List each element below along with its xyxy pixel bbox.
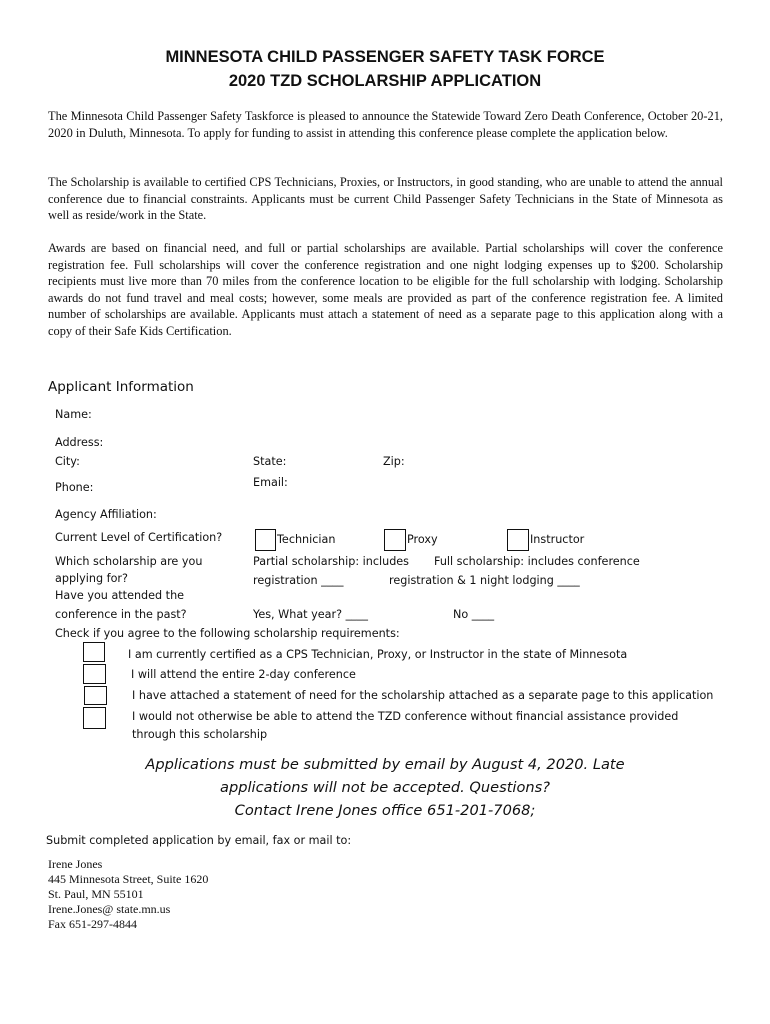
- requirement-financial-checkbox[interactable]: [83, 707, 106, 729]
- attended-no-option[interactable]: No ____: [453, 608, 495, 621]
- proxy-checkbox[interactable]: [384, 529, 406, 551]
- contact-name: Irene Jones: [48, 857, 103, 871]
- agree-label: Check if you agree to the following scholarship requirements:: [55, 627, 400, 640]
- proxy-option-label: Proxy: [407, 533, 438, 546]
- deadline-notice-line3: Contact Irene Jones office 651-201-7068;: [234, 802, 536, 819]
- certification-label: Current Level of Certification?: [55, 531, 223, 544]
- email-label: Email:: [253, 476, 288, 489]
- agency-label: Agency Affiliation:: [55, 508, 157, 521]
- deadline-notice-line1: Applications must be submitted by email by August 4, 2020. Late: [145, 756, 625, 773]
- instructor-checkbox[interactable]: [507, 529, 529, 551]
- submit-instructions: Submit completed application by email, fax or mail to:: [46, 834, 352, 847]
- zip-label: Zip:: [383, 455, 405, 468]
- full-scholarship-line1: Full scholarship: includes conference: [434, 555, 640, 568]
- contact-street: 445 Minnesota Street, Suite 1620: [48, 872, 209, 886]
- city-label: City:: [55, 455, 80, 468]
- requirement-attend-text: I will attend the entire 2-day conference: [131, 668, 356, 681]
- deadline-notice-line2: applications will not be accepted. Questions?: [220, 779, 550, 796]
- intro-paragraph-3: Awards are based on financial need, and full or partial scholarships are available. Partial scholarships will cover the conference registration fee. Full scholarships will cover the conference registration and one night lodging expenses up to $200. Scholarship recipients must live more than 70 miles from the conference location to be eligible for the full scholarship with lodging. Scholarship awards do not fund travel and meal costs; however, some meals are provided as part of the conference registration fee. A limited number of scholarships are available. Applicants must attach a statement of need as a separate page to this application along with a copy of their Safe Kids Certification.: [48, 241, 723, 338]
- partial-scholarship-option[interactable]: registration ____: [253, 574, 344, 587]
- address-label: Address:: [55, 436, 104, 449]
- contact-email: Irene.Jones@ state.mn.us: [48, 902, 171, 916]
- requirement-financial-text-cont: through this scholarship: [132, 728, 268, 741]
- requirement-statement-text: I have attached a statement of need for the scholarship attached as a separate page to this application: [132, 689, 714, 702]
- name-label: Name:: [55, 408, 92, 421]
- requirement-certified-checkbox[interactable]: [83, 642, 105, 662]
- requirement-statement-checkbox[interactable]: [84, 686, 107, 705]
- attended-question-line2: conference in the past?: [55, 608, 187, 621]
- requirement-certified-text: I am currently certified as a CPS Technician, Proxy, or Instructor in the state of Minnesota: [128, 648, 628, 661]
- phone-label: Phone:: [55, 481, 94, 494]
- full-scholarship-option[interactable]: registration & 1 night lodging ____: [389, 574, 580, 587]
- technician-checkbox[interactable]: [255, 529, 276, 551]
- form-subtitle: 2020 TZD SCHOLARSHIP APPLICATION: [228, 72, 542, 90]
- requirement-financial-text: I would not otherwise be able to attend the TZD conference without financial assistance provided: [132, 710, 679, 723]
- attended-yes-option[interactable]: Yes, What year? ____: [253, 608, 368, 621]
- scholarship-question-line1: Which scholarship are you: [55, 555, 203, 568]
- intro-paragraph-1: The Minnesota Child Passenger Safety Taskforce is pleased to announce the Statewide Toward Zero Death Conference, October 20-21, 2020 in Duluth, Minnesota. To apply for funding to assist in attending this conference please complete the application below.: [48, 109, 723, 140]
- state-label: State:: [253, 455, 287, 468]
- technician-option-label: Technician: [277, 533, 336, 546]
- contact-city: St. Paul, MN 55101: [48, 887, 144, 901]
- instructor-option-label: Instructor: [530, 533, 585, 546]
- form-title: MINNESOTA CHILD PASSENGER SAFETY TASK FORCE: [165, 48, 605, 66]
- section-heading: Applicant Information: [48, 379, 194, 395]
- contact-fax: Fax 651-297-4844: [48, 917, 137, 931]
- intro-paragraph-2: The Scholarship is available to certified CPS Technicians, Proxies, or Instructors, in good standing, who are unable to attend the annual conference due to financial constraints. Applicants must be current Child Passenger Safety Technicians in the State of Minnesota as well as reside/work in the State.: [48, 175, 723, 223]
- attended-question-line1: Have you attended the: [55, 589, 185, 602]
- requirement-attend-checkbox[interactable]: [83, 664, 106, 684]
- partial-scholarship-line1: Partial scholarship: includes: [253, 555, 410, 568]
- scholarship-question-line2: applying for?: [55, 572, 128, 585]
